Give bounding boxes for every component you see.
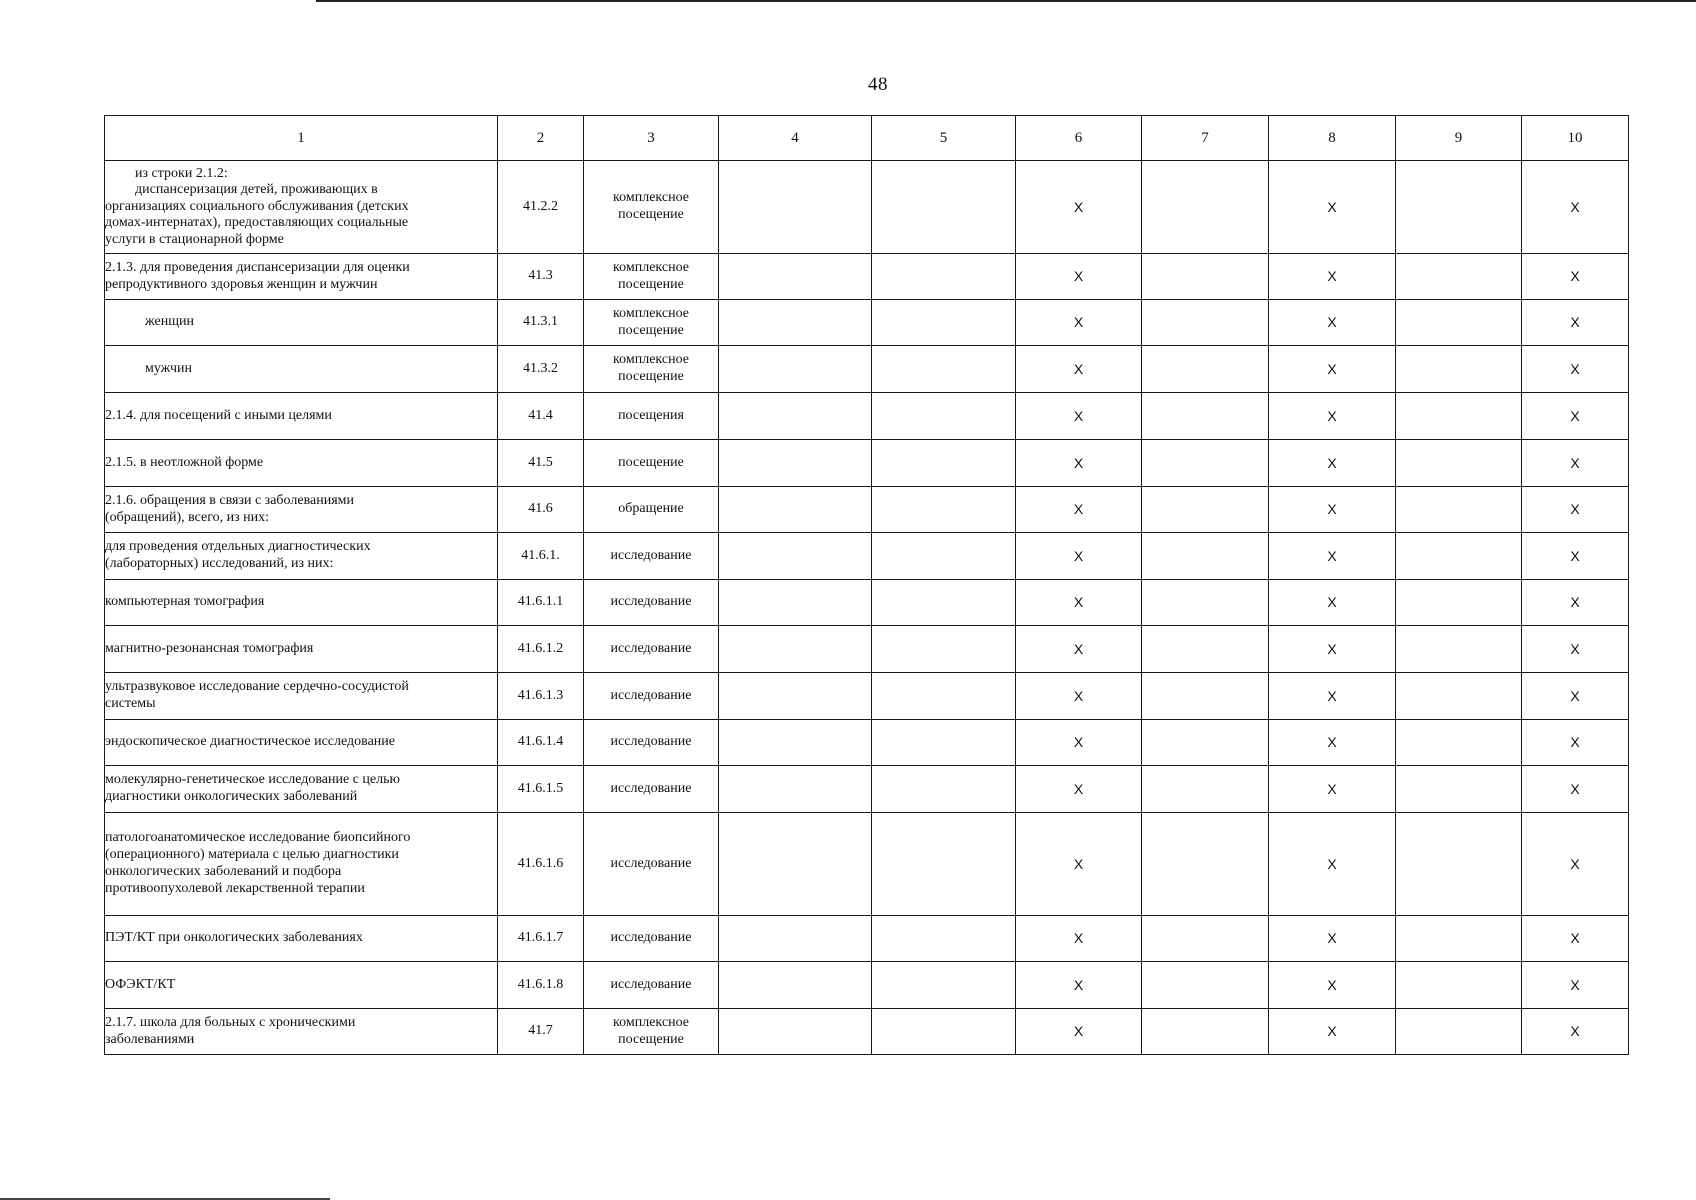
row-name	[105, 766, 498, 813]
cell-col-5	[872, 626, 1016, 673]
row-name-line: ОФЭКТ/КТ	[105, 976, 176, 992]
cell-col-7	[1142, 487, 1269, 533]
row-code: 41.6.1.5	[498, 766, 584, 813]
table-row	[105, 766, 1629, 813]
row-name-line: диспансеризация детей, проживающих в	[135, 182, 378, 198]
cell-col-7	[1142, 300, 1269, 346]
row-code: 41.3	[498, 254, 584, 300]
cell-col-8: X	[1269, 673, 1396, 720]
row-name-line: эндоскопическое диагностическое исследование	[105, 734, 395, 750]
cell-col-10: X	[1522, 487, 1629, 533]
cell-col-6: X	[1016, 813, 1142, 916]
row-unit: посещение	[584, 440, 719, 487]
cell-col-6: X	[1016, 440, 1142, 487]
cell-col-5	[872, 580, 1016, 626]
header-cell: 5	[872, 116, 1016, 161]
cell-col-9	[1396, 393, 1522, 440]
table-row	[105, 813, 1629, 916]
cell-col-10: X	[1522, 161, 1629, 254]
cell-col-9	[1396, 254, 1522, 300]
cell-col-5	[872, 916, 1016, 962]
row-code: 41.6.1.2	[498, 626, 584, 673]
cell-col-10: X	[1522, 626, 1629, 673]
table-body	[105, 161, 1629, 1055]
row-name-line: услуги в стационарной форме	[105, 231, 284, 247]
cell-col-10: X	[1522, 346, 1629, 393]
cell-col-5	[872, 161, 1016, 254]
cell-col-5	[872, 766, 1016, 813]
table-row	[105, 487, 1629, 533]
row-code: 41.3.1	[498, 300, 584, 346]
row-unit: исследование	[584, 580, 719, 626]
cell-col-4	[719, 161, 872, 254]
row-name-line: ультразвуковое исследование сердечно-сосудистой	[105, 679, 409, 695]
table-row	[105, 916, 1629, 962]
cell-col-7	[1142, 161, 1269, 254]
cell-col-8: X	[1269, 254, 1396, 300]
row-name	[105, 580, 498, 626]
table-row	[105, 1009, 1629, 1055]
header-cell: 9	[1396, 116, 1522, 161]
row-name-line: 2.1.4. для посещений с иными целями	[105, 407, 332, 423]
cell-col-5	[872, 487, 1016, 533]
cell-col-4	[719, 1009, 872, 1055]
cell-col-6: X	[1016, 916, 1142, 962]
row-name-line: системы	[105, 696, 156, 711]
row-code: 41.6.1.7	[498, 916, 584, 962]
cell-col-6: X	[1016, 673, 1142, 720]
row-unit: исследование	[584, 813, 719, 916]
row-name	[105, 626, 498, 673]
cell-col-8: X	[1269, 626, 1396, 673]
data-table	[104, 115, 1629, 1055]
cell-col-6: X	[1016, 533, 1142, 580]
cell-col-8: X	[1269, 440, 1396, 487]
row-name-line: (операционного) материала с целью диагностики	[105, 847, 399, 863]
cell-col-4	[719, 254, 872, 300]
cell-col-4	[719, 580, 872, 626]
row-name-line: 2.1.3. для проведения диспансеризации для оценки	[105, 259, 410, 275]
cell-col-8: X	[1269, 346, 1396, 393]
row-name-line: 2.1.6. обращения в связи с заболеваниями	[105, 492, 354, 508]
header-row	[105, 116, 1629, 161]
cell-col-8: X	[1269, 1009, 1396, 1055]
row-unit: исследование	[584, 626, 719, 673]
table-row	[105, 254, 1629, 300]
cell-col-6: X	[1016, 300, 1142, 346]
top-rule	[316, 0, 1696, 2]
page-number: 48	[868, 74, 888, 95]
row-name	[105, 673, 498, 720]
header-cell: 1	[105, 116, 498, 161]
row-code: 41.5	[498, 440, 584, 487]
row-unit: обращение	[584, 487, 719, 533]
row-name	[105, 962, 498, 1009]
header-cell: 3	[584, 116, 719, 161]
cell-col-10: X	[1522, 580, 1629, 626]
cell-col-5	[872, 300, 1016, 346]
cell-col-4	[719, 487, 872, 533]
cell-col-8: X	[1269, 720, 1396, 766]
cell-col-7	[1142, 440, 1269, 487]
cell-col-5	[872, 962, 1016, 1009]
cell-col-10: X	[1522, 440, 1629, 487]
cell-col-5	[872, 813, 1016, 916]
row-name	[105, 533, 498, 580]
row-unit: комплексное посещение	[584, 161, 719, 254]
header-cell: 7	[1142, 116, 1269, 161]
cell-col-7	[1142, 346, 1269, 393]
cell-col-10: X	[1522, 533, 1629, 580]
cell-col-7	[1142, 393, 1269, 440]
row-name-line: магнитно-резонансная томография	[105, 640, 314, 656]
cell-col-6: X	[1016, 626, 1142, 673]
row-name-line: онкологических заболеваний и подбора	[105, 864, 342, 879]
row-code: 41.6.1.1	[498, 580, 584, 626]
row-name	[105, 393, 498, 440]
row-unit: посещения	[584, 393, 719, 440]
row-code: 41.6.1.8	[498, 962, 584, 1009]
row-unit: исследование	[584, 720, 719, 766]
cell-col-8: X	[1269, 300, 1396, 346]
cell-col-9	[1396, 533, 1522, 580]
cell-col-7	[1142, 916, 1269, 962]
row-name	[105, 720, 498, 766]
cell-col-8: X	[1269, 393, 1396, 440]
table-row	[105, 346, 1629, 393]
cell-col-5	[872, 720, 1016, 766]
cell-col-4	[719, 533, 872, 580]
cell-col-9	[1396, 766, 1522, 813]
row-name	[105, 161, 498, 254]
cell-col-7	[1142, 813, 1269, 916]
cell-col-7	[1142, 254, 1269, 300]
cell-col-8: X	[1269, 533, 1396, 580]
cell-col-4	[719, 720, 872, 766]
cell-col-9	[1396, 300, 1522, 346]
cell-col-10: X	[1522, 1009, 1629, 1055]
cell-col-9	[1396, 813, 1522, 916]
cell-col-7	[1142, 962, 1269, 1009]
row-name-line: 2.1.7. школа для больных с хроническими	[105, 1014, 356, 1030]
row-code: 41.6.1.	[498, 533, 584, 580]
table-row	[105, 962, 1629, 1009]
cell-col-6: X	[1016, 346, 1142, 393]
row-name-line: заболеваниями	[105, 1031, 195, 1047]
cell-col-7	[1142, 720, 1269, 766]
row-name-line: молекулярно-генетическое исследование с целью	[105, 772, 400, 788]
cell-col-9	[1396, 346, 1522, 393]
cell-col-10: X	[1522, 393, 1629, 440]
row-code: 41.2.2	[498, 161, 584, 254]
cell-col-4	[719, 766, 872, 813]
cell-col-5	[872, 533, 1016, 580]
cell-col-5	[872, 254, 1016, 300]
cell-col-8: X	[1269, 487, 1396, 533]
table-row	[105, 300, 1629, 346]
row-name-line: из строки 2.1.2:	[135, 166, 228, 182]
cell-col-4	[719, 626, 872, 673]
cell-col-4	[719, 813, 872, 916]
row-name-line: для проведения отдельных диагностических	[105, 539, 371, 555]
cell-col-6: X	[1016, 1009, 1142, 1055]
row-name-line: ПЭТ/КТ при онкологических заболеваниях	[105, 930, 363, 946]
row-unit: комплексное посещение	[584, 346, 719, 393]
cell-col-10: X	[1522, 254, 1629, 300]
cell-col-7	[1142, 1009, 1269, 1055]
row-unit: комплексное посещение	[584, 300, 719, 346]
row-name	[105, 346, 498, 393]
row-name-line: (лабораторных) исследований, из них:	[105, 556, 334, 571]
row-name-line: патологоанатомическое исследование биопсийного	[105, 830, 411, 846]
cell-col-4	[719, 916, 872, 962]
row-name	[105, 487, 498, 533]
cell-col-10: X	[1522, 300, 1629, 346]
cell-col-4	[719, 962, 872, 1009]
cell-col-7	[1142, 626, 1269, 673]
row-unit: комплексное посещение	[584, 254, 719, 300]
row-unit: комплексное посещение	[584, 1009, 719, 1055]
cell-col-6: X	[1016, 161, 1142, 254]
cell-col-9	[1396, 626, 1522, 673]
cell-col-6: X	[1016, 393, 1142, 440]
table-row	[105, 673, 1629, 720]
cell-col-4	[719, 300, 872, 346]
cell-col-9	[1396, 1009, 1522, 1055]
table-row	[105, 440, 1629, 487]
row-name-line: (обращений), всего, из них:	[105, 509, 270, 525]
cell-col-9	[1396, 487, 1522, 533]
row-name-line: 2.1.5. в неотложной форме	[105, 454, 264, 470]
row-code: 41.7	[498, 1009, 584, 1055]
table-row	[105, 161, 1629, 254]
row-code: 41.6.1.4	[498, 720, 584, 766]
cell-col-7	[1142, 673, 1269, 720]
cell-col-4	[719, 346, 872, 393]
row-name	[105, 813, 498, 916]
header-cell: 4	[719, 116, 872, 161]
row-name-line: женщин	[145, 314, 194, 330]
row-name-line: организациях социального обслуживания (детских	[105, 198, 409, 214]
row-unit: исследование	[584, 916, 719, 962]
row-name-line: мужчин	[145, 360, 193, 376]
cell-col-8: X	[1269, 813, 1396, 916]
cell-col-9	[1396, 962, 1522, 1009]
cell-col-4	[719, 673, 872, 720]
cell-col-9	[1396, 673, 1522, 720]
cell-col-10: X	[1522, 720, 1629, 766]
row-name-line: диагностики онкологических заболеваний	[105, 789, 358, 804]
cell-col-8: X	[1269, 962, 1396, 1009]
row-unit: исследование	[584, 766, 719, 813]
cell-col-9	[1396, 580, 1522, 626]
table-row	[105, 720, 1629, 766]
cell-col-8: X	[1269, 161, 1396, 254]
cell-col-5	[872, 346, 1016, 393]
cell-col-9	[1396, 440, 1522, 487]
table-row	[105, 626, 1629, 673]
row-name-line: домах-интернатах), предоставляющих социальные	[105, 215, 409, 231]
cell-col-7	[1142, 533, 1269, 580]
row-code: 41.6.1.6	[498, 813, 584, 916]
cell-col-9	[1396, 161, 1522, 254]
row-name	[105, 916, 498, 962]
table-row	[105, 393, 1629, 440]
row-code: 41.3.2	[498, 346, 584, 393]
cell-col-5	[872, 673, 1016, 720]
cell-col-6: X	[1016, 766, 1142, 813]
table-row	[105, 533, 1629, 580]
row-code: 41.6.1.3	[498, 673, 584, 720]
cell-col-6: X	[1016, 580, 1142, 626]
row-name	[105, 440, 498, 487]
cell-col-5	[872, 1009, 1016, 1055]
row-name-line: противоопухолевой лекарственной терапии	[105, 880, 365, 896]
cell-col-6: X	[1016, 254, 1142, 300]
cell-col-8: X	[1269, 766, 1396, 813]
cell-col-6: X	[1016, 962, 1142, 1009]
header-cell: 8	[1269, 116, 1396, 161]
cell-col-10: X	[1522, 673, 1629, 720]
row-unit: исследование	[584, 533, 719, 580]
header-cell: 6	[1016, 116, 1142, 161]
cell-col-10: X	[1522, 916, 1629, 962]
cell-col-7	[1142, 580, 1269, 626]
cell-col-10: X	[1522, 766, 1629, 813]
row-unit: исследование	[584, 673, 719, 720]
header-cell: 2	[498, 116, 584, 161]
row-name	[105, 254, 498, 300]
cell-col-6: X	[1016, 720, 1142, 766]
cell-col-7	[1142, 766, 1269, 813]
row-code: 41.4	[498, 393, 584, 440]
cell-col-4	[719, 393, 872, 440]
header-cell: 10	[1522, 116, 1629, 161]
cell-col-5	[872, 440, 1016, 487]
row-name	[105, 1009, 498, 1055]
cell-col-8: X	[1269, 916, 1396, 962]
cell-col-10: X	[1522, 813, 1629, 916]
cell-col-8: X	[1269, 580, 1396, 626]
cell-col-9	[1396, 916, 1522, 962]
row-name-line: компьютерная томография	[105, 594, 265, 610]
cell-col-9	[1396, 720, 1522, 766]
cell-col-5	[872, 393, 1016, 440]
row-name-line: репродуктивного здоровья женщин и мужчин	[105, 276, 378, 292]
cell-col-6: X	[1016, 487, 1142, 533]
row-unit: исследование	[584, 962, 719, 1009]
cell-col-10: X	[1522, 962, 1629, 1009]
row-name	[105, 300, 498, 346]
cell-col-4	[719, 440, 872, 487]
table-row	[105, 580, 1629, 626]
row-code: 41.6	[498, 487, 584, 533]
